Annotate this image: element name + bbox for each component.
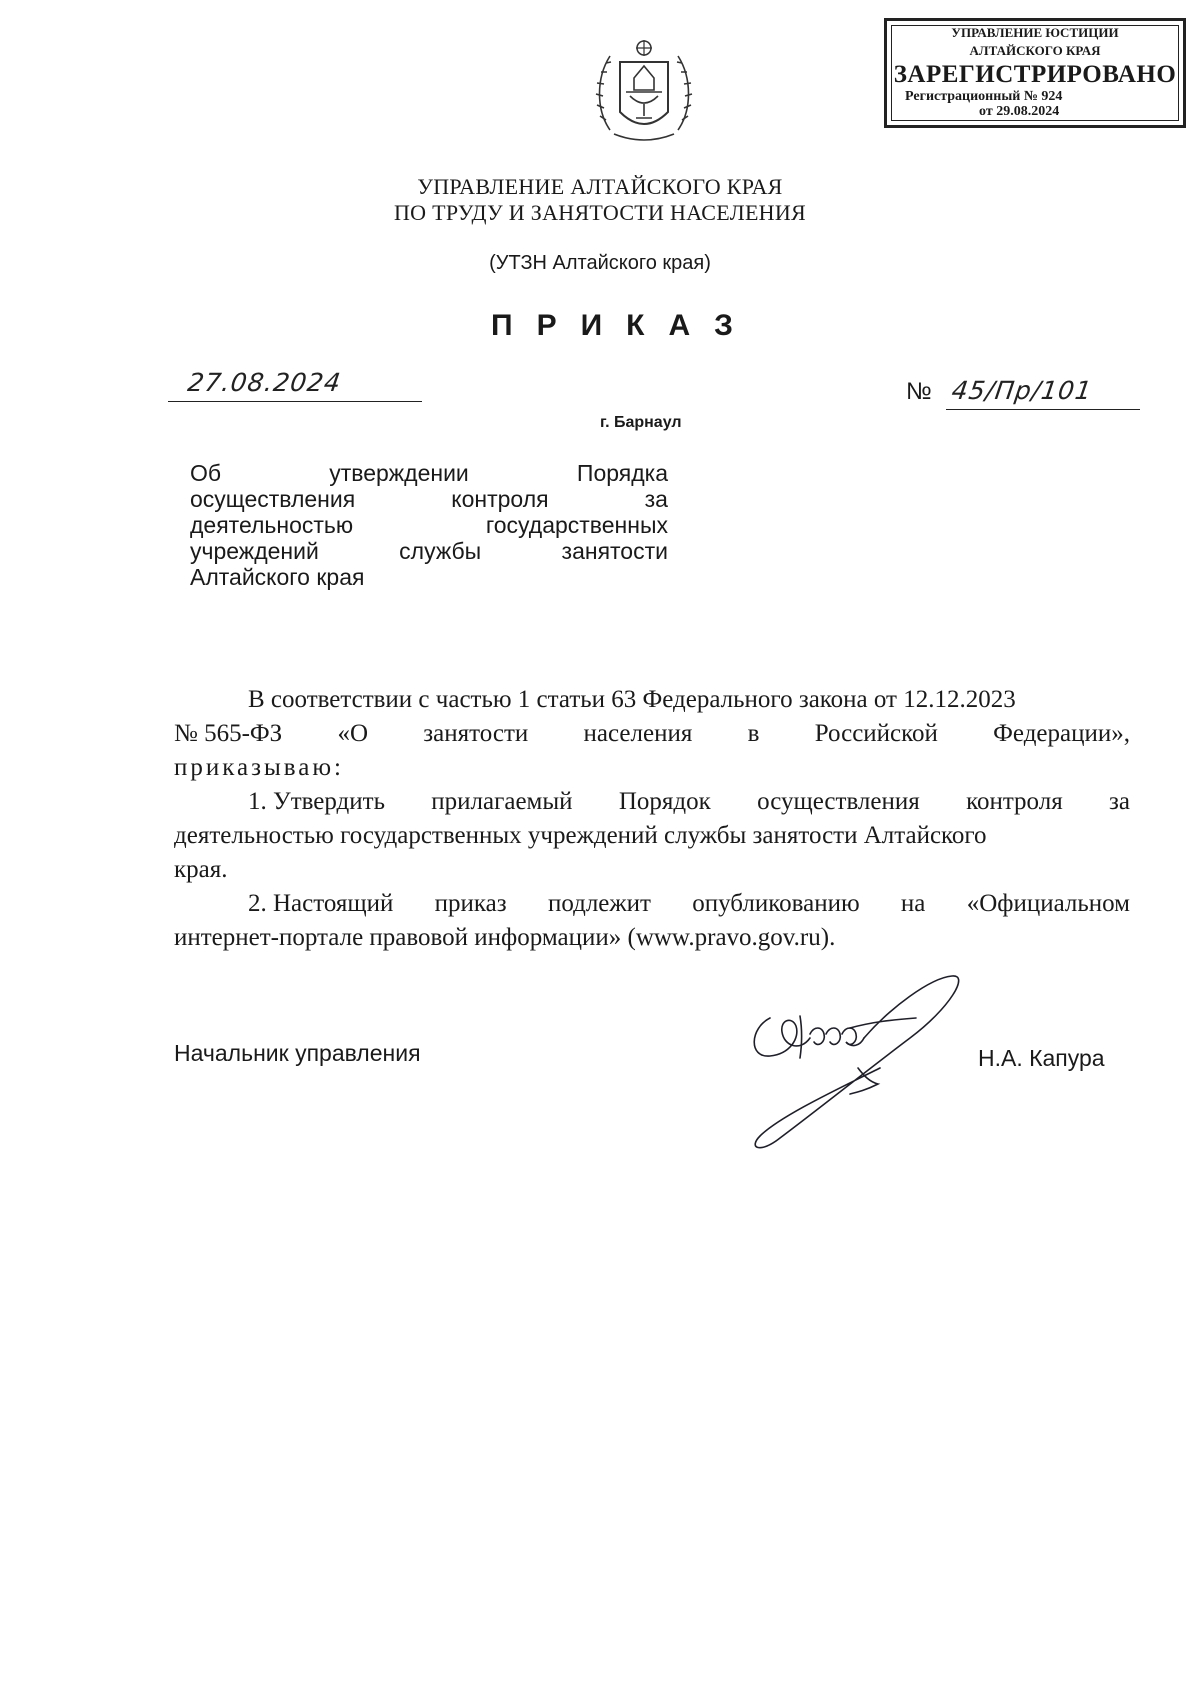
subject-word: утверждении — [329, 460, 469, 486]
body-word: на — [900, 890, 926, 917]
body-word: Российской — [814, 720, 938, 747]
subject-line — [190, 460, 668, 486]
body-word: осуществления — [757, 788, 920, 815]
subject-word: учреждений — [190, 538, 319, 564]
body-word: «Официальном — [966, 890, 1130, 917]
subject-word: контроля — [451, 486, 549, 512]
body-word: № 565-ФЗ — [174, 720, 283, 747]
body-line — [174, 853, 1130, 887]
stamp-reg-date: от 29.08.2024 — [979, 104, 1060, 119]
stamp-reg-number: Регистрационный № 924 — [905, 89, 1063, 104]
body-word: Порядок — [618, 788, 711, 815]
body-line — [174, 751, 1130, 785]
body-line — [174, 887, 1130, 921]
coat-of-arms-icon — [590, 34, 698, 154]
handwritten-date: 27.08.2024 — [185, 368, 344, 397]
body-word: за — [1109, 788, 1130, 815]
body-word: в — [747, 720, 760, 747]
order-body — [174, 683, 1130, 955]
body-word: контроля — [966, 788, 1063, 815]
signatory-name: Н.А. Капура — [978, 1045, 1105, 1071]
number-sign: № — [906, 378, 932, 405]
body-word: населения — [583, 720, 693, 747]
body-word: прилагаемый — [431, 788, 573, 815]
date-underline — [168, 401, 422, 402]
subject-line — [190, 538, 668, 564]
subject-word: за — [644, 486, 668, 512]
body-word: Федерации», — [993, 720, 1130, 747]
org-name-line2: ПО ТРУДУ И ЗАНЯТОСТИ НАСЕЛЕНИЯ — [393, 200, 807, 225]
document-type: ПРИКАЗ — [491, 309, 757, 342]
body-word: занятости — [423, 720, 529, 747]
stamp-region: АЛТАЙСКОГО КРАЯ — [969, 43, 1101, 58]
body-line — [174, 683, 1130, 717]
item2-text: интернет-портале правовой информации» (www.pravo.gov.ru). — [174, 924, 836, 951]
stamp-org: УПРАВЛЕНИЕ ЮСТИЦИИ — [951, 25, 1119, 40]
item1-text: деятельностью государственных учреждений службы занятости Алтайского — [174, 822, 987, 849]
signature-icon — [740, 968, 980, 1168]
body-word: подлежит — [547, 890, 651, 917]
order-word: приказываю: — [174, 754, 344, 781]
body-word: «О — [337, 720, 369, 747]
subject-line — [190, 486, 668, 512]
subject-word: деятельностью — [190, 512, 354, 538]
subject-word: Об — [190, 460, 222, 486]
subject-word: службы — [399, 538, 482, 564]
stamp-title: ЗАРЕГИСТРИРОВАНО — [893, 61, 1177, 88]
city: г. Барнаул — [600, 414, 682, 431]
subject-word: занятости — [561, 538, 668, 564]
body-line — [174, 921, 1130, 955]
subject-word: Порядка — [576, 460, 668, 486]
body-word: приказ — [434, 890, 507, 917]
org-abbreviation: (УТЗН Алтайского края) — [489, 252, 711, 274]
handwritten-number: 45/Пр/101 — [949, 376, 1095, 405]
subject-word: государственных — [485, 512, 668, 538]
subject-line — [190, 564, 668, 590]
org-name-line1: УПРАВЛЕНИЕ АЛТАЙСКОГО КРАЯ — [417, 174, 783, 199]
body-word: 1. Утвердить — [248, 788, 385, 815]
body-line — [174, 819, 1130, 853]
subject-line — [190, 512, 668, 538]
subject-word: осуществления — [190, 486, 356, 512]
order-subject — [190, 460, 668, 590]
registration-stamp — [884, 18, 1186, 128]
signatory-position: Начальник управления — [174, 1040, 421, 1066]
body-line — [174, 785, 1130, 819]
number-underline — [946, 409, 1140, 410]
body-word: 2. Настоящий — [248, 890, 394, 917]
subject-word: Алтайского края — [190, 564, 365, 590]
body-line — [174, 717, 1130, 751]
body-word: опубликованию — [692, 890, 860, 917]
intro-text: В соответствии с частью 1 статьи 63 Федерального закона от 12.12.2023 — [248, 686, 1016, 713]
item1-text: края. — [174, 856, 228, 883]
